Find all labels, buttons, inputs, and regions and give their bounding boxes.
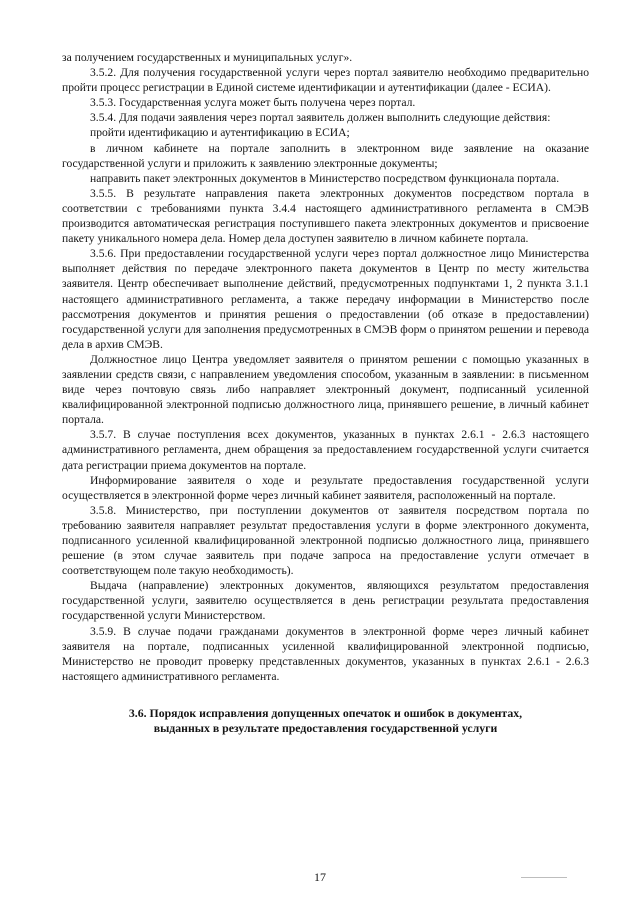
list-item-identification: пройти идентификацию и аутентификацию в ЕСИА; [90,126,350,140]
paragraph-3-5-2: 3.5.2. Для получения государственной услуги через портал заявителю необходимо предварительно пройти процесс регистрации в Единой системе идентификации и аутентификации (далее - ЕСИА). [62,66,589,95]
paragraph-3-5-5: 3.5.5. В результате направления пакета электронных документов посредством портала в соответствии с требованиями пункта 3.4.4 настоящего административного регламента в СМЭВ производится автоматическая регистрация поступившего пакета электронных документов и присвоение пакету уникального номера дела. Номер дела доступен заявителю в личном кабинете портала. [62,186,589,246]
list-item-send-package: направить пакет электронных документов в Министерство посредством функционала портала. [90,171,560,185]
paragraph-continuation: за получением государственных и муниципальных услуг». [62,51,353,64]
scan-artifact-line [521,877,567,878]
paragraph-issuance: Выдача (направление) электронных документов, являющихся результатом предоставления государственной услуги, заявителю осуществляется в день регистрации результата предоставления государственной услуги Министерством. [62,579,589,623]
section-heading-line-1: 3.6. Порядок исправления допущенных опечаток и ошибок в документах, [128,705,523,720]
paragraph-3-5-8: 3.5.8. Министерство, при поступлении документов от заявителя посредством портала по требованию заявителя направляет результат предоставления услуги в форме электронного документа, подписанного усиленной квалифицированной электронной подписью должностного лица, принявшего решение (в этом случае заявитель при подаче запроса на предоставление услуги отмечает в соответствующем поле такую необходимость). [62,503,589,578]
paragraph-3-5-9: 3.5.9. В случае подачи гражданами документов в электронной форме через личный кабинет заявителя на портале, подписанных усиленной квалифицированной электронной подписью, Министерство не проводит проверку представленных документов, указанных в пунктах 2.6.1 - 2.6.3 настоящего административного регламента. [62,624,589,683]
section-heading-3-6 [62,706,589,736]
list-item-fill-application: в личном кабинете на портале заполнить в электронном виде заявление на оказание государственной услуги и приложить к заявлению электронные документы; [62,141,589,170]
paragraph-informing: Информирование заявителя о ходе и результате предоставления государственной услуги осуществляется в электронной форме через личный кабинет заявителя, расположенный на портале. [62,473,589,502]
paragraph-3-5-7: 3.5.7. В случае поступления всех документов, указанных в пунктах 2.6.1 - 2.6.3 настоящего административного регламента, днем обращения за предоставлением государственной услуги считается дата регистрации приема документов на портале. [62,428,589,472]
paragraph-notification: Должностное лицо Центра уведомляет заявителя о принятом решении с помощью указанных в заявлении средств связи, с направлением уведомления способом, указанным в заявлении: в письменном виде через почтовую связь либо направляет электронный документ, подписанный усиленной квалифицированной электронной подписью должностного лица, принявшего решение, в личный кабинет портала. [62,352,589,427]
section-heading-line-2: выданных в результате предоставления государственной услуги [153,720,498,735]
paragraph-3-5-3: 3.5.3. Государственная услуга может быть получена через портал. [90,96,416,110]
document-page [62,50,589,736]
page-number: 17 [314,870,326,884]
paragraph-3-5-4: 3.5.4. Для подачи заявления через портал заявитель должен выполнить следующие действия: [90,111,551,125]
paragraph-3-5-6: 3.5.6. При предоставлении государственной услуги через портал должностное лицо Министерства выполняет действия по передаче электронного пакета документов в Центр по месту жительства заявителя. Центр обеспечивает выполнение действий, предусмотренных подпунктами 1, 2 пункта 3.1.1 настоящего административного регламента, а также передачу информации в Министерство после рассмотрения документов и принятия решения о предоставлении (об отказе в предоставлении) государственной услуги для заполнения предусмотренных в СМЭВ форм о принятом решении и перевода дела в архив СМЭВ. [62,247,589,351]
